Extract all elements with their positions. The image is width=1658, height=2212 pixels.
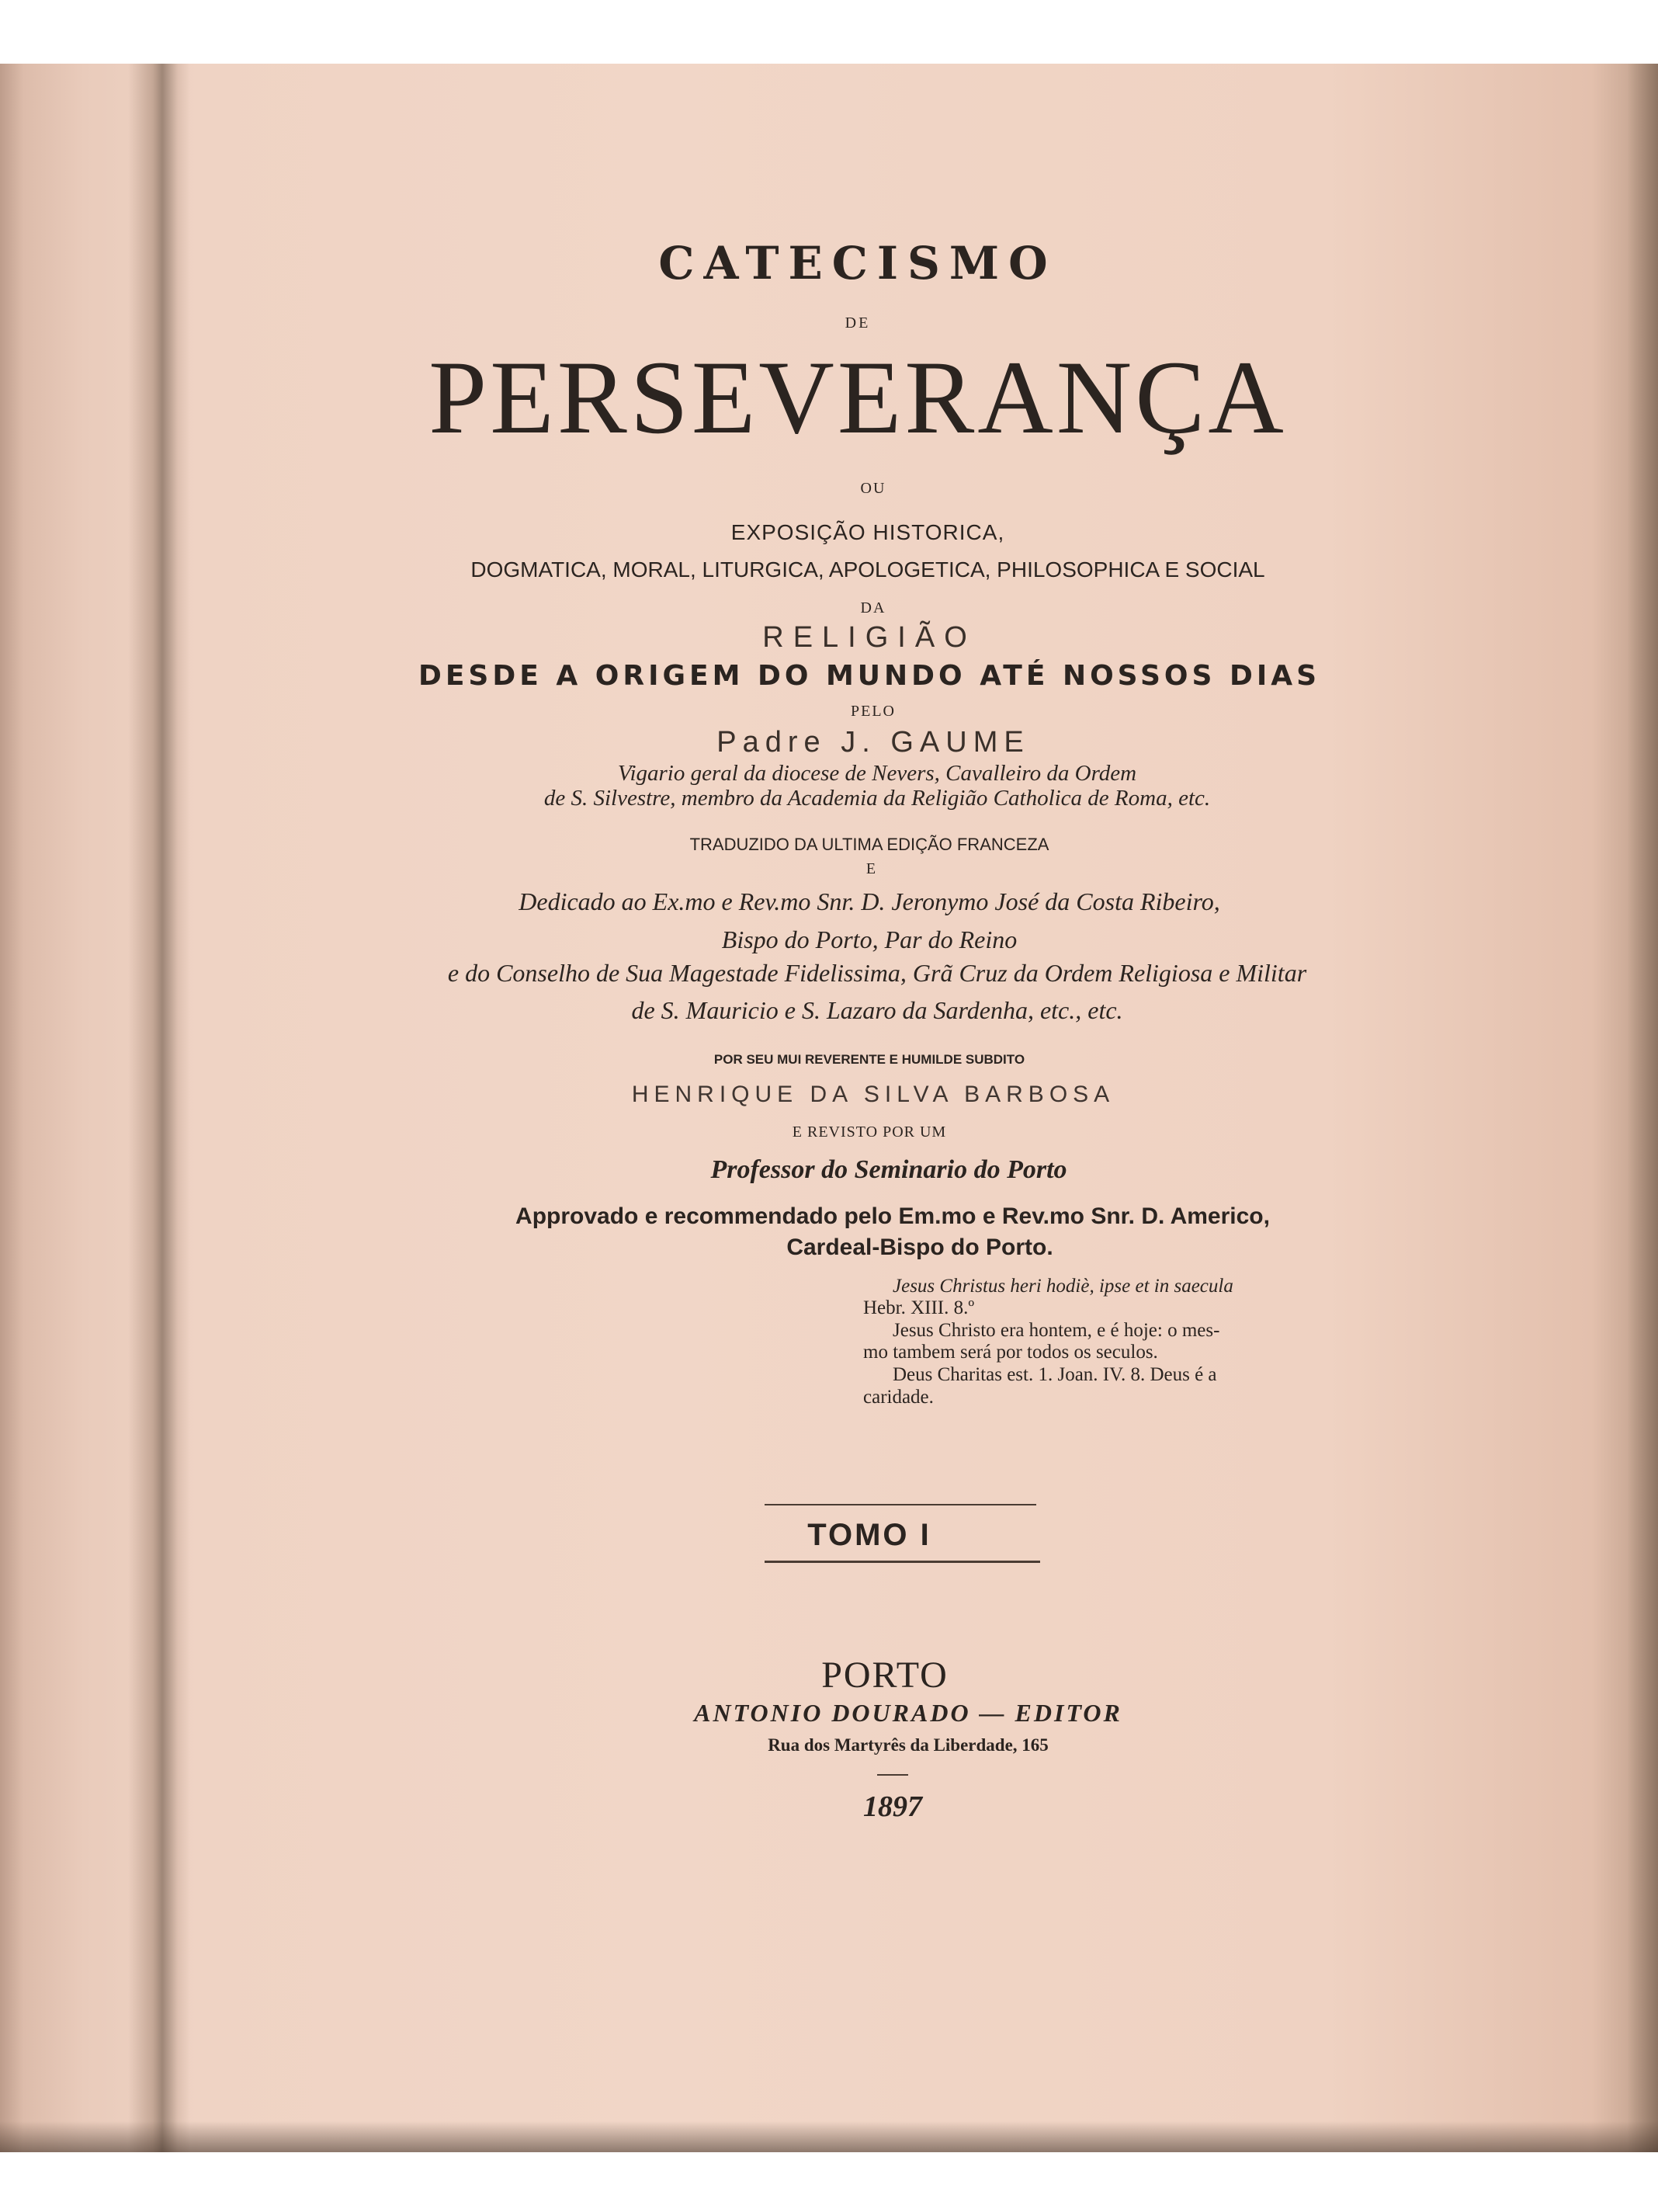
revisto-line: E REVISTO POR UM <box>792 1123 947 1141</box>
dedication-line-2: Bispo do Porto, Par do Reino <box>721 925 1018 953</box>
professor-line: Professor do Seminario do Porto <box>710 1155 1067 1184</box>
dedication-line-4: de S. Mauricio e S. Lazaro da Sardenha, etc., etc. <box>631 996 1123 1024</box>
translation-e: E <box>865 860 876 877</box>
book-gutter <box>128 64 190 2152</box>
subtitle-pelo: PELO <box>851 703 896 720</box>
translation-note: TRADUZIDO DA ULTIMA EDIÇÃO FRANCEZA <box>689 835 1049 854</box>
title-catecismo: CATECISMO <box>658 237 1057 290</box>
subtitle-da: DA <box>860 599 886 616</box>
imprint-address: Rua dos Martyrês da Liberdade, 165 <box>768 1735 1049 1755</box>
imprint-rule <box>877 1774 908 1776</box>
dedication-line-3: e do Conselho de Sua Magestade Fidelissima, Grã Cruz da Ordem Religiosa e Militar <box>447 959 1307 987</box>
subtitle-religiao: RELIGIÃO <box>762 621 976 654</box>
imprint-city: PORTO <box>821 1655 949 1696</box>
imprint-year: 1897 <box>863 1790 922 1823</box>
volume-rule-bottom <box>765 1561 1040 1563</box>
approvado-line-1: Approvado e recommendado pelo Em.mo e Rev.mo Snr. D. Americo, <box>515 1203 1270 1229</box>
dedication-line-1: Dedicado ao Ex.mo e Rev.mo Snr. D. Jeronymo José da Costa Ribeiro, <box>519 887 1220 915</box>
title-perseveranca: PERSEVERANÇA <box>428 340 1287 456</box>
right-page-edge <box>1627 64 1658 2152</box>
volume-label: TOMO I <box>807 1518 931 1552</box>
subdito-line: POR SEU MUI REVERENTE E HUMILDE SUBDITO <box>713 1052 1025 1067</box>
author-title-line-1: Vigario geral da diocese de Nevers, Cavalleiro da Ordem <box>617 761 1137 786</box>
left-page-edge <box>0 64 23 2152</box>
epigraph-line-4: mo tambem será por todos os seculos. <box>863 1342 1158 1363</box>
epigraph-line-5: Deus Charitas est. 1. Joan. IV. 8. Deus é a <box>893 1364 1217 1385</box>
epigraph-line-3: Jesus Christo era hontem, e é hoje: o mes- <box>893 1320 1220 1341</box>
epigraph-line-2: Hebr. XIII. 8.º <box>863 1297 975 1318</box>
subtitle-desde: DESDE A ORIGEM DO MUNDO ATÉ NOSSOS DIAS <box>418 660 1321 692</box>
title-ou: OU <box>860 480 886 497</box>
author-title-line-2: de S. Silvestre, membro da Academia da Religião Catholica de Roma, etc. <box>543 786 1211 811</box>
translator-name: HENRIQUE DA SILVA BARBOSA <box>631 1082 1115 1107</box>
subtitle-line-1: EXPOSIÇÃO HISTORICA, <box>730 520 1005 544</box>
approvado-line-2: Cardeal-Bispo do Porto. <box>786 1234 1053 1260</box>
author-name: Padre J. GAUME <box>716 726 1030 759</box>
imprint-publisher: ANTONIO DOURADO — EDITOR <box>694 1699 1122 1727</box>
volume-rule-top <box>765 1504 1036 1505</box>
epigraph-line-6: caridade. <box>863 1387 934 1408</box>
epigraph-line-1: Jesus Christus heri hodiè, ipse et in saecula <box>893 1276 1233 1297</box>
subtitle-line-2: DOGMATICA, MORAL, LITURGICA, APOLOGETICA, PHILOSOPHICA E SOCIAL <box>470 557 1265 582</box>
title-de: DE <box>845 314 871 332</box>
bottom-page-edge <box>0 2121 1658 2152</box>
